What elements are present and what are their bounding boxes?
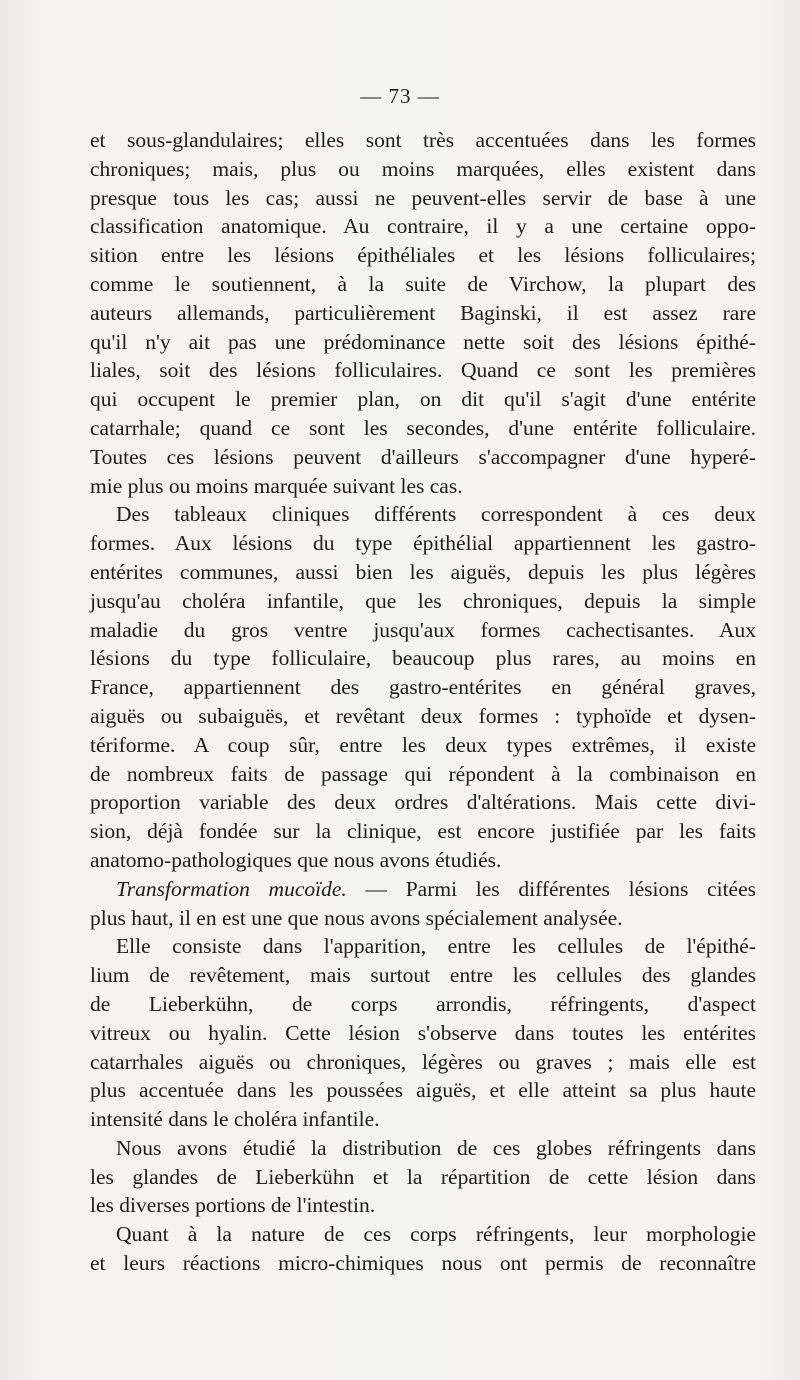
text-line: de nombreux faits de passage qui répondent à la combinaison en [90, 761, 756, 786]
text-line: proportion variable des deux ordres d'altérations. Mais cette divi- [90, 790, 756, 815]
text-line [90, 875, 756, 904]
text-line: sion, déjà fondée sur la clinique, est encore justifiée par les faits [90, 819, 756, 844]
text-line: les glandes de Lieberkühn et la répartition de cette lésion dans [90, 1164, 756, 1189]
text-line: de Lieberkühn, de corps arrondis, réfringents, d'aspect [90, 991, 756, 1016]
section-heading-italic: Transformation mucoïde. [116, 876, 347, 901]
text-line: sition entre les lésions épithéliales et les lésions folliculaires; [90, 243, 756, 268]
text-line: maladie du gros ventre jusqu'aux formes cachectisantes. Aux [90, 617, 756, 642]
text-line: lium de revêtement, mais surtout entre les cellules des glandes [90, 963, 756, 988]
text-line: lésions du type folliculaire, beaucoup plus rares, au moins en [90, 646, 756, 671]
text-line: auteurs allemands, particulièrement Baginski, il est assez rare [90, 300, 756, 325]
text-line: qu'il n'y ait pas une prédominance nette soit des lésions épithé- [90, 329, 756, 354]
text-line: mie plus ou moins marquée suivant les cas. [90, 473, 463, 498]
text-line: et leurs réactions micro-chimiques nous ont permis de reconnaître [90, 1251, 756, 1276]
text-line: intensité dans le choléra infantile. [90, 1107, 380, 1132]
text-line: Elle consiste dans l'apparition, entre les cellules de l'épithé- [116, 934, 756, 959]
text-line: Des tableaux cliniques différents correspondent à ces deux [116, 502, 756, 527]
text-line: presque tous les cas; aussi ne peuvent-elles servir de base à une [90, 185, 756, 210]
text-line: plus haut, il en est une que nous avons spécialement analysée. [90, 905, 623, 930]
text-line: Nous avons étudié la distribution de ces globes réfringents dans [116, 1135, 756, 1160]
text-line: classification anatomique. Au contraire, il y a une certaine oppo- [90, 214, 756, 239]
text-line: formes. Aux lésions du type épithélial appartiennent les gastro- [90, 531, 756, 556]
text-line: entérites communes, aussi bien les aiguës, depuis les plus légères [90, 559, 756, 584]
text-line: jusqu'au choléra infantile, que les chroniques, depuis la simple [90, 588, 756, 613]
text-line: et sous-glandulaires; elles sont très accentuées dans les formes [90, 128, 756, 152]
text-line: catarrhales aiguës ou chroniques, légères ou graves ; mais elle est [90, 1049, 756, 1074]
text-line: aiguës ou subaiguës, et revêtant deux formes : typhoïde et dysen- [90, 703, 756, 728]
text-line: Toutes ces lésions peuvent d'ailleurs s'accompagner d'une hyperé- [90, 444, 756, 469]
text-line: anatomo-pathologiques que nous avons étudiés. [90, 847, 502, 872]
text-line: catarrhale; quand ce sont les secondes, d'une entérite folliculaire. [90, 415, 756, 440]
text-line: vitreux ou hyalin. Cette lésion s'observe dans toutes les entérites [90, 1020, 756, 1045]
page-number: — 73 — [360, 84, 440, 108]
text-line: comme le soutiennent, à la suite de Virchow, la plupart des [90, 271, 756, 296]
text-line: les diverses portions de l'intestin. [90, 1193, 376, 1218]
body-text [90, 126, 756, 1278]
text-line: Quant à la nature de ces corps réfringents, leur morphologie [116, 1222, 756, 1247]
text-line: plus accentuée dans les poussées aiguës, et elle atteint sa plus haute [90, 1078, 756, 1103]
text-line: liales, soit des lésions folliculaires. Quand ce sont les premières [90, 358, 756, 383]
text-line: qui occupent le premier plan, on dit qu'il s'agit d'une entérite [90, 387, 756, 412]
text-line: chroniques; mais, plus ou moins marquées, elles existent dans [90, 156, 756, 181]
text-line: France, appartiennent des gastro-entérites en général graves, [90, 675, 756, 700]
text-line-rest: — Parmi les différentes lésions citées [346, 876, 756, 901]
text-line: tériforme. A coup sûr, entre les deux types extrêmes, il existe [90, 732, 756, 757]
